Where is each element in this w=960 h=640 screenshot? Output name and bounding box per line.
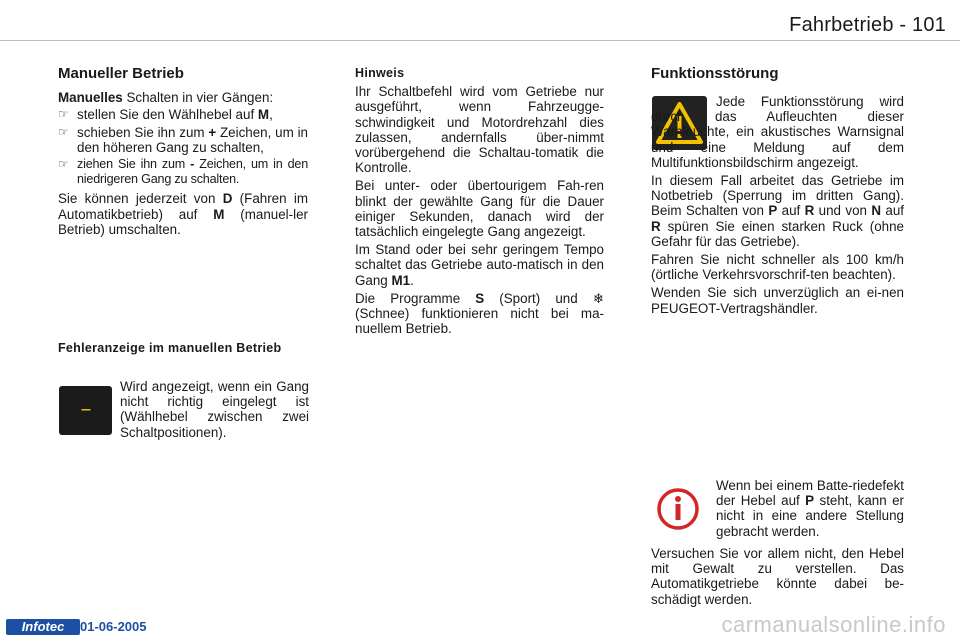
finger-pointer-icon: ☞ (58, 124, 69, 139)
battery-info-text: Wenn bei einem Batte-riedefekt der Hebel auf P steht, kann er nicht in eine andere Stellung gebracht werden. (716, 478, 904, 539)
page-title: Fahrbetrieb - 101 (789, 14, 946, 36)
finger-pointer-icon: ☞ (58, 157, 69, 172)
section-title-manual: Manueller Betrieb (58, 65, 184, 82)
malfunction-p2: In diesem Fall arbeitet das Getriebe im Notbetrieb (Sperrung im dritten Gang). Beim Schalten von P auf R und von N auf R spüren Sie einen starken Ruck (ohne Gefahr für das Getriebe). (651, 173, 905, 249)
manual-bullet-2: ☞ schieben Sie ihn zum + Zeichen, um in den höheren Gang zu schalten, (58, 124, 308, 155)
finger-pointer-icon: ☞ (58, 107, 69, 122)
header-rule (0, 40, 960, 41)
section-title-note: Hinweis (355, 66, 405, 80)
gear-error-display-icon: --- (59, 386, 112, 435)
manual-bullet-3: ☞ ziehen Sie ihn zum - Zeichen, um in den niedrigeren Gang zu schalten. (58, 157, 309, 187)
note-p3: Im Stand oder bei sehr geringem Tempo schaltet das Getriebe auto-matisch in den Gang M1. (355, 242, 604, 288)
right-column-title (651, 66, 904, 90)
right-column (651, 94, 904, 319)
left-column (58, 66, 308, 240)
snowflake-icon: ❄ (592, 290, 604, 306)
note-p4: Die Programme S (Sport) und ❄ (Schnee) funktionieren nicht bei ma-nuellem Betrieb. (355, 290, 604, 337)
info-circle-icon (654, 486, 702, 532)
manual-intro: Manuelles Schalten in vier Gängen: (58, 90, 274, 106)
note-p1: Ihr Schaltbefehl wird vom Getriebe nur ausgeführt, wenn Fahrzeugge-schwindigkeit und Motordrehzahl dies zulassen, andernfalls über-nimmt vorübergehend die Schaltau-tomatik die Kontrolle. (355, 84, 604, 176)
footer-date: 01-06-2005 (80, 619, 147, 634)
section-title-error: Fehleranzeige im manuellen Betrieb (58, 341, 282, 355)
infotec-logo: Infotec (6, 619, 80, 635)
note-p2: Bei unter- oder übertourigem Fah-ren blinkt der gewählte Gang für die Dauer einiger Sekunden, danach wird der tatsächlich eingelegte Gang angezeigt. (355, 178, 604, 240)
battery-warning-text: Versuchen Sie vor allem nicht, den Hebel mit Gewalt zu verstellen. Das Automatikgetriebe könnte dabei be-schädigt werden. (651, 546, 904, 607)
error-text: Wird angezeigt, wenn ein Gang nicht richtig eingelegt ist (Wählhebel zwischen zwei Schaltpositionen). (120, 379, 309, 440)
error-display-section (58, 341, 308, 357)
middle-column (355, 66, 604, 339)
manual-switch-text: Sie können jederzeit von D (Fahren im Automatikbetrieb) auf M (manuel-ler Betrieb) umschalten. (58, 191, 308, 237)
manual-bullet-1: ☞ stellen Sie den Wählhebel auf M, (58, 107, 273, 123)
section-title-malfunction: Funktionsstörung (651, 65, 779, 82)
malfunction-p1: Jede Funktionsstörung wird durch das Aufleuchten dieser Warnleuchte, ein akustisches Warnsignal und eine Meldung auf dem Multifunktionsbildschirm angezeigt. (651, 94, 904, 170)
watermark: carmanualsonline.info (721, 612, 946, 637)
malfunction-p4: Wenden Sie sich unverzüglich an ei-nen PEUGEOT-Vertragshändler. (651, 285, 904, 316)
malfunction-p3: Fahren Sie nicht schneller als 100 km/h (örtliche Verkehrsvorschrif-ten beachten). (651, 252, 904, 283)
